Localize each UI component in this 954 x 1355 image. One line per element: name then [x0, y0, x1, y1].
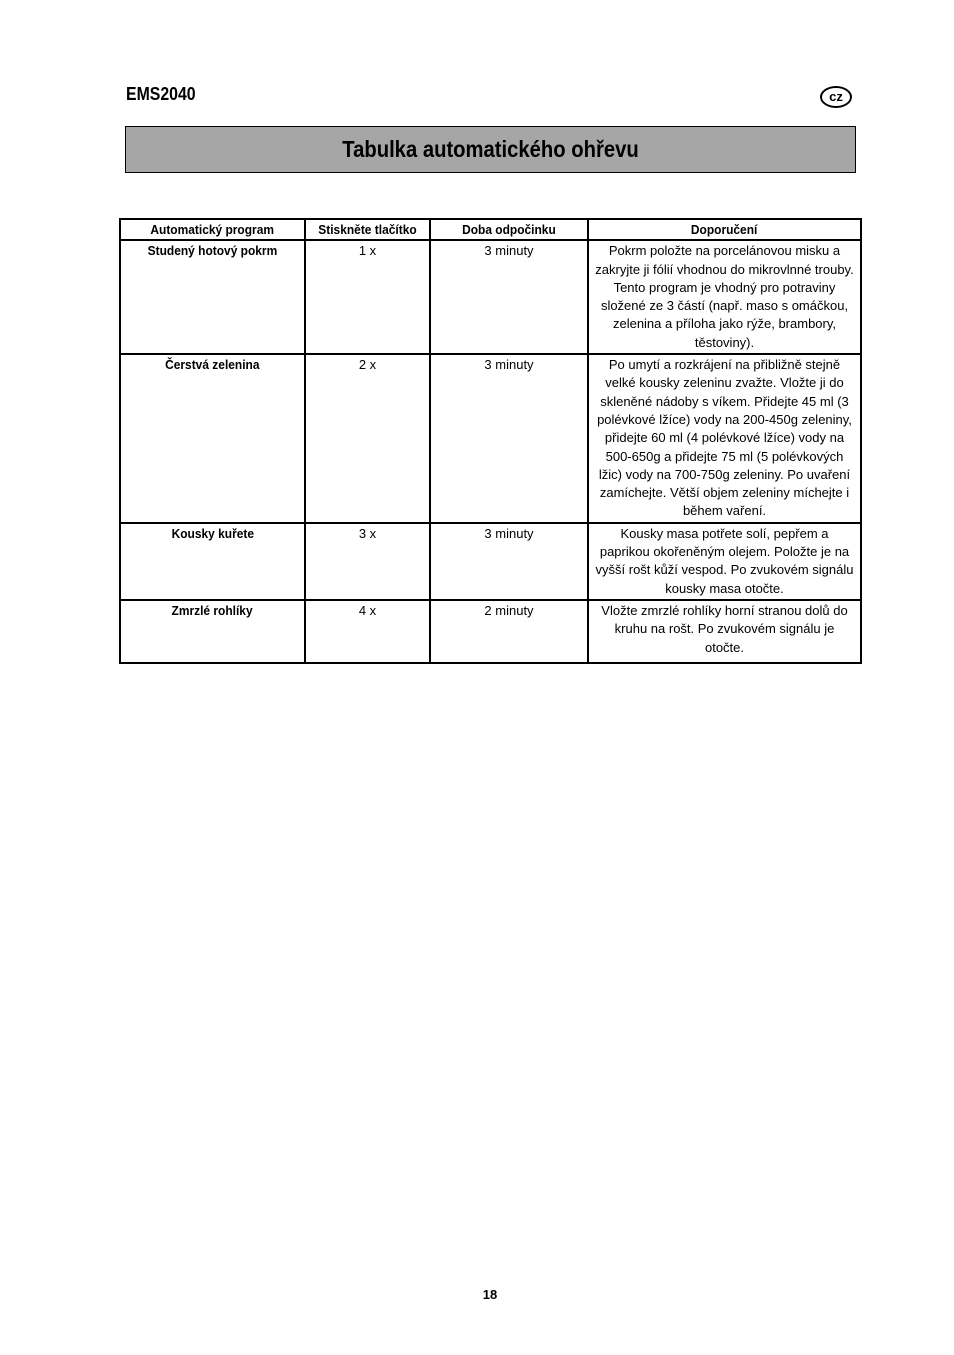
- column-header-program: Automatický program: [120, 219, 305, 240]
- auto-reheat-table: [119, 218, 862, 664]
- page-number: 18: [482, 1287, 498, 1302]
- table-row: [120, 240, 861, 354]
- recommendation-cell: Po umytí a rozkrájení na přibližně stejně velké kousky zeleninu zvažte. Vložte ji do skleněné nádoby s víkem. Přidejte 45 ml (3 polévkové lžíce) vody na 200-450g zeleniny, přidejte 60 ml (4 polévkové lžíce) vody na 500-650g a přidejte 75 ml (5 polévkových lžic) vody na 700-750g zeleniny. Po uvaření zamíchejte. Větší objem zeleniny míchejte i během vaření.: [588, 354, 861, 523]
- rest-cell: 3 minuty: [430, 354, 588, 523]
- table-header-row: [120, 219, 861, 240]
- column-header-recommendation: Doporučení: [588, 219, 861, 240]
- rest-cell: 3 minuty: [430, 240, 588, 354]
- table-row: [120, 354, 861, 523]
- program-cell: Čerstvá zelenina: [120, 354, 305, 523]
- press-cell: 1 x: [305, 240, 430, 354]
- table-row: [120, 600, 861, 663]
- rest-cell: 3 minuty: [430, 523, 588, 600]
- table-row: [120, 523, 861, 600]
- model-number: EMS2040: [126, 84, 196, 104]
- title-banner: [125, 126, 856, 173]
- press-cell: 2 x: [305, 354, 430, 523]
- column-header-press: Stiskněte tlačítko: [305, 219, 430, 240]
- program-cell: Zmrzlé rohlíky: [120, 600, 305, 663]
- language-badge: cz: [820, 86, 852, 108]
- page-title: Tabulka automatického ohřevu: [342, 136, 639, 162]
- program-cell: Kousky kuřete: [120, 523, 305, 600]
- program-cell: Studený hotový pokrm: [120, 240, 305, 354]
- recommendation-cell: Pokrm položte na porcelánovou misku a zakryjte ji fólií vhodnou do mikrovlnné trouby. Tento program je vhodný pro potraviny složené ze 3 částí (např. maso s omáčkou, zelenina a příloha jako rýže, brambory, těstoviny).: [588, 240, 861, 354]
- rest-cell: 2 minuty: [430, 600, 588, 663]
- recommendation-cell: Vložte zmrzlé rohlíky horní stranou dolů do kruhu na rošt. Po zvukovém signálu je otočte.: [588, 600, 861, 663]
- column-header-rest: Doba odpočinku: [430, 219, 588, 240]
- recommendation-cell: Kousky masa potřete solí, pepřem a paprikou okořeněným olejem. Položte je na vyšší rošt kůží vespod. Po zvukovém signálu kousky masa otočte.: [588, 523, 861, 600]
- press-cell: 4 x: [305, 600, 430, 663]
- press-cell: 3 x: [305, 523, 430, 600]
